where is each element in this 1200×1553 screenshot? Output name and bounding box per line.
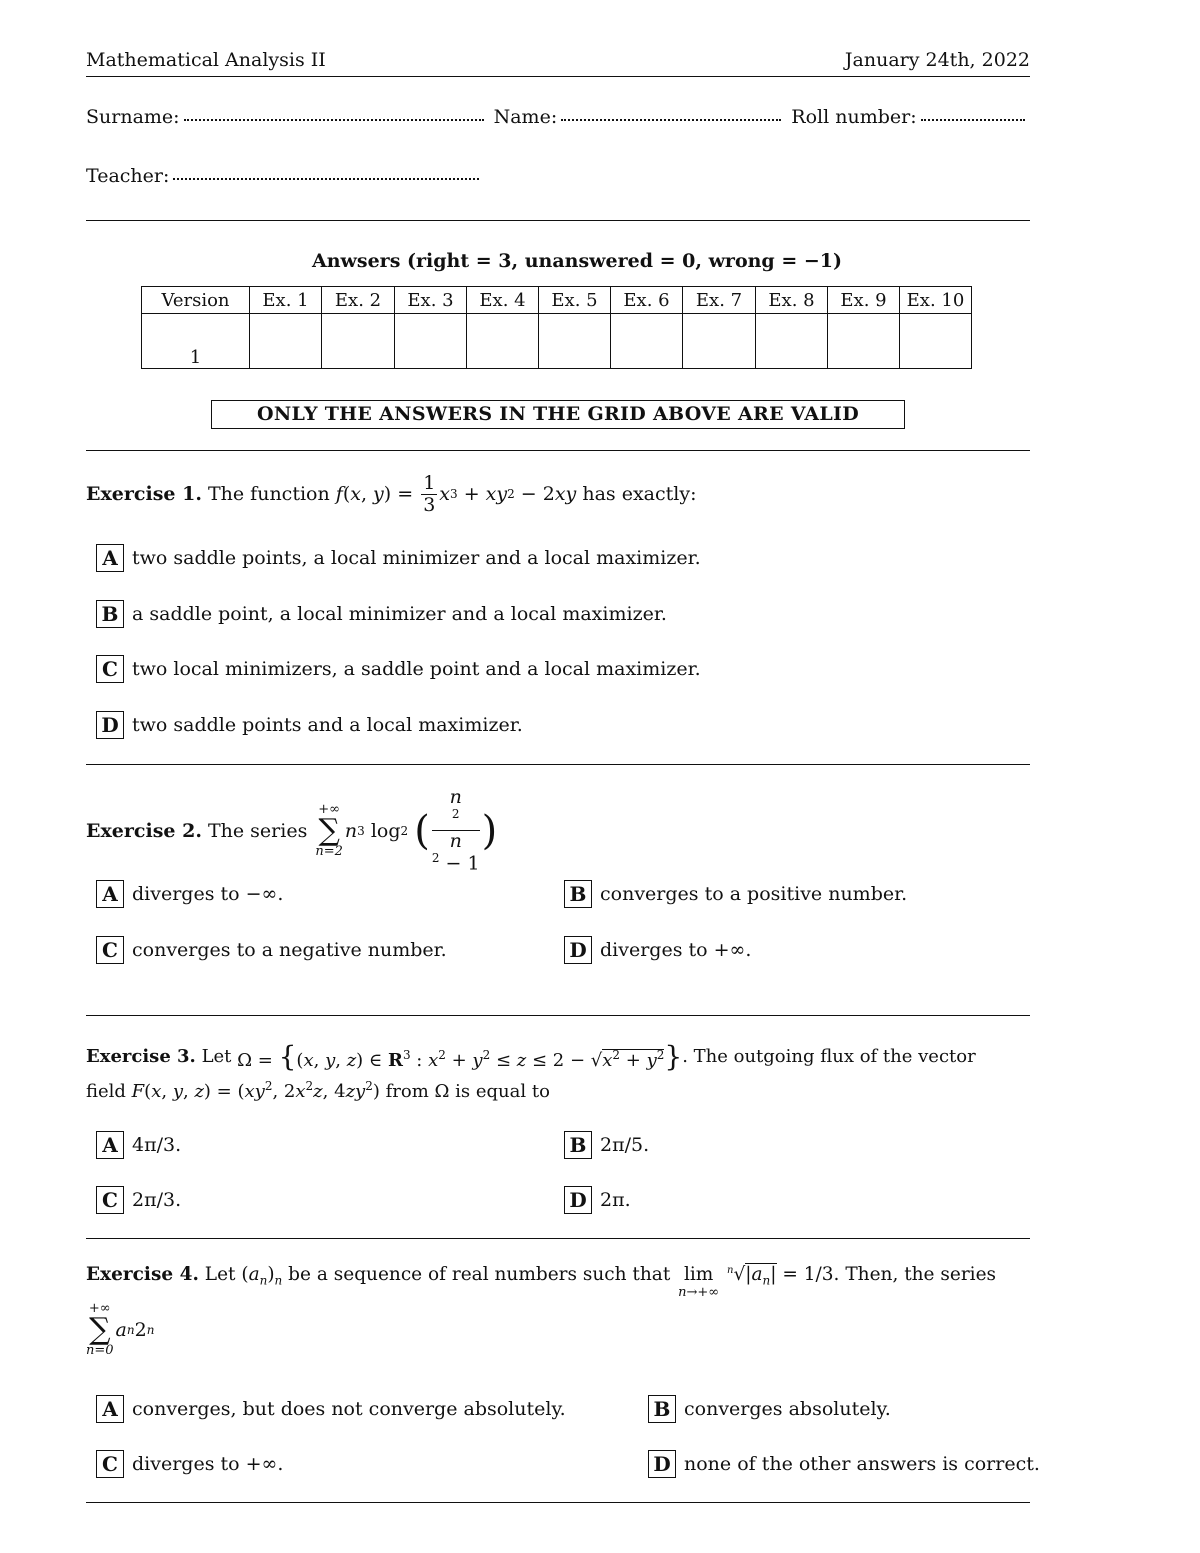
exercise2-sum-symbol: +∞ ∑ n=2	[315, 801, 343, 859]
exercise4-sequence: $(a_n)_n$	[241, 1264, 283, 1288]
exercise3-prompt-line1	[86, 1040, 976, 1073]
option-letter: B	[564, 1131, 592, 1159]
teacher-field[interactable]	[173, 178, 479, 180]
exercise4-option-c[interactable]	[96, 1450, 283, 1478]
exercise2-prompt: Exercise 2. The series +∞ ∑ n=2 n 3 log 2 ( n $^2$ n $^2$ − 1 )	[86, 786, 498, 875]
grid-header-ex7: Ex. 7	[683, 287, 756, 314]
grid-header-ex10: Ex. 10	[900, 287, 972, 314]
exercise4-series: +∞ ∑ n=0 a n 2 n	[86, 1301, 155, 1358]
option-text: 2π.	[600, 1189, 631, 1211]
exercise1-fraction: $\frac{1}{3}$	[423, 472, 436, 516]
option-letter: D	[648, 1450, 676, 1478]
option-letter: C	[96, 1450, 124, 1478]
teacher-label: Teacher:	[86, 165, 170, 187]
option-text: diverges to +∞.	[132, 1453, 284, 1475]
roll-number-field[interactable]	[921, 119, 1025, 121]
option-letter: A	[96, 880, 124, 908]
option-letter: B	[564, 880, 592, 908]
validity-banner: ONLY THE ANSWERS IN THE GRID ABOVE ARE VALID	[211, 400, 905, 429]
exercise3-text-mid: . The outgoing flux of the vector	[682, 1046, 976, 1067]
exercise2-option-d[interactable]	[564, 936, 751, 964]
option-text: converges to a negative number.	[132, 939, 447, 961]
exercise1-divider	[86, 450, 1030, 451]
exercise3-option-b[interactable]	[564, 1131, 649, 1159]
option-text: converges, but does not converge absolutely.	[132, 1398, 566, 1420]
exercise2-fraction: n $^2$ n $^2$ − 1	[431, 786, 480, 875]
option-text: a saddle point, a local minimizer and a local maximizer.	[132, 603, 667, 625]
option-text: two saddle points and a local maximizer.	[132, 714, 523, 736]
exercise3-vector-field: F(x, y, $z) = (xy^2$, $2x^2z$, $4zy^2$)	[131, 1079, 380, 1102]
option-letter: B	[96, 600, 124, 628]
grid-header-version: Version	[142, 287, 250, 314]
grid-answer-cell-ex10[interactable]	[900, 314, 972, 369]
grid-version-value: 1	[142, 314, 250, 369]
option-text: diverges to +∞.	[600, 939, 752, 961]
option-letter: C	[96, 655, 124, 683]
exercise2-label: Exercise 2.	[86, 819, 202, 842]
option-letter: B	[648, 1395, 676, 1423]
exam-date: January 24th, 2022	[844, 49, 1030, 71]
grid-header-ex6: Ex. 6	[611, 287, 683, 314]
roll-number-label: Roll number:	[791, 106, 917, 128]
option-letter: A	[96, 1131, 124, 1159]
name-label: Name:	[493, 106, 558, 128]
exercise3-divider	[86, 1015, 1030, 1016]
header-divider	[86, 76, 1030, 77]
grid-header-ex5: Ex. 5	[539, 287, 611, 314]
exercise4-prompt-line1	[86, 1264, 996, 1300]
grid-answer-cell-ex1[interactable]	[250, 314, 322, 369]
exercise1-option-a[interactable]	[96, 544, 701, 572]
option-letter: D	[96, 711, 124, 739]
answers-title: Anwsers (right = 3, unanswered = 0, wrong = −1)	[311, 250, 842, 272]
exercise1-text-before: The function	[207, 483, 330, 506]
exercise4-option-d[interactable]	[648, 1450, 1040, 1478]
exercise1-option-d[interactable]	[96, 711, 523, 739]
grid-answer-cell-ex8[interactable]	[756, 314, 828, 369]
option-text: none of the other answers is correct.	[684, 1453, 1040, 1475]
exercise2-option-a[interactable]	[96, 880, 283, 908]
exercise2-option-c[interactable]	[96, 936, 447, 964]
grid-header-ex9: Ex. 9	[828, 287, 900, 314]
exercise3-option-c[interactable]	[96, 1186, 181, 1214]
grid-answer-cell-ex2[interactable]	[322, 314, 395, 369]
answer-grid	[141, 286, 972, 369]
student-info-row	[86, 106, 1029, 128]
exercise3-option-d[interactable]	[564, 1186, 631, 1214]
option-text: 2π/5.	[600, 1134, 650, 1156]
exercise1-text-after: has exactly:	[582, 483, 697, 506]
exercise2-option-b[interactable]	[564, 880, 907, 908]
option-text: converges absolutely.	[684, 1398, 891, 1420]
option-letter: C	[96, 936, 124, 964]
option-letter: D	[564, 936, 592, 964]
option-text: diverges to −∞.	[132, 883, 284, 905]
exercise1-option-b[interactable]	[96, 600, 667, 628]
exercise2-text-before: The series	[207, 819, 308, 842]
surname-label: Surname:	[86, 106, 180, 128]
option-text: 2π/3.	[132, 1189, 182, 1211]
grid-answer-cell-ex5[interactable]	[539, 314, 611, 369]
grid-answer-cell-ex7[interactable]	[683, 314, 756, 369]
grid-header-ex1: Ex. 1	[250, 287, 322, 314]
exercise4-label: Exercise 4.	[86, 1264, 199, 1285]
grid-answer-cell-ex3[interactable]	[395, 314, 467, 369]
exercise3-prompt-line2	[86, 1079, 550, 1102]
exercise4-divider	[86, 1238, 1030, 1239]
exercise4-text-before: Let	[204, 1264, 236, 1285]
exercise3-text-before: Let	[201, 1046, 232, 1067]
surname-field[interactable]	[184, 119, 484, 121]
grid-header-ex2: Ex. 2	[322, 287, 395, 314]
grid-answer-cell-ex4[interactable]	[467, 314, 539, 369]
answer-grid-header	[142, 287, 972, 314]
exercise1-option-c[interactable]	[96, 655, 701, 683]
option-text: 4π/3.	[132, 1134, 182, 1156]
exercise3-option-a[interactable]	[96, 1131, 181, 1159]
exercise3-set-formula: Ω = {(x, y, z) ∈ $R^3$ : $x^2 + y^2 \le z \le 2 - √x^2 + y^2$}	[237, 1040, 683, 1073]
fields-divider	[86, 220, 1030, 221]
grid-header-ex8: Ex. 8	[756, 287, 828, 314]
option-letter: C	[96, 1186, 124, 1214]
option-letter: A	[96, 544, 124, 572]
exercise4-sum-symbol: +∞ ∑ n=0	[86, 1301, 114, 1358]
option-text: two local minimizers, a saddle point and a local maximizer.	[132, 658, 701, 680]
exercise3-label: Exercise 3.	[86, 1046, 196, 1067]
course-title: Mathematical Analysis II	[86, 49, 326, 71]
exercise4-text-mid: be a sequence of real numbers such that	[288, 1264, 671, 1285]
option-letter: A	[96, 1395, 124, 1423]
exercise1-label: Exercise 1.	[86, 483, 202, 506]
exercise1-formula: f	[335, 483, 343, 506]
exercise4-root: $^n√|a_n|$	[727, 1264, 777, 1288]
grid-answer-cell-ex9[interactable]	[828, 314, 900, 369]
exercise2-divider	[86, 764, 1030, 765]
exercise4-option-b[interactable]	[648, 1395, 891, 1423]
option-letter: D	[564, 1186, 592, 1214]
exercise3-text-line2-before: field	[86, 1081, 126, 1102]
footer-divider	[86, 1502, 1030, 1503]
option-text: two saddle points, a local minimizer and a local maximizer.	[132, 547, 701, 569]
name-field[interactable]	[561, 119, 781, 121]
exercise4-text-after: = 1/3. Then, the series	[782, 1264, 997, 1285]
grid-header-ex4: Ex. 4	[467, 287, 539, 314]
grid-answer-cell-ex6[interactable]	[611, 314, 683, 369]
exercise4-option-a[interactable]	[96, 1395, 566, 1423]
option-text: converges to a positive number.	[600, 883, 908, 905]
exercise4-limit: lim n→+∞	[678, 1264, 720, 1300]
teacher-row	[86, 165, 483, 187]
exercise3-text-line2-after: from Ω is equal to	[385, 1081, 550, 1102]
grid-header-ex3: Ex. 3	[395, 287, 467, 314]
answer-grid-row	[142, 314, 972, 369]
exercise1-prompt: Exercise 1. The function f ( x , y ) = $\frac{1}{3}$ x 3 + xy 2 − 2 xy has exactly:	[86, 472, 697, 516]
